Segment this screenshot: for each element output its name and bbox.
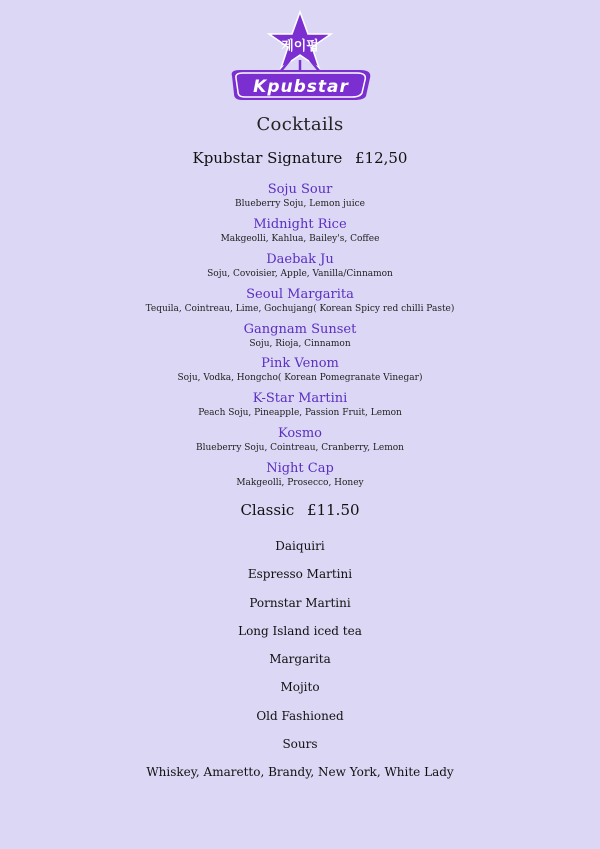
drink-ingredients: Peach Soju, Pineapple, Passion Fruit, Lemon — [198, 408, 402, 419]
drink-item — [0, 286, 600, 321]
classic-item: Margarita — [269, 652, 331, 667]
drink-ingredients: Makgeolli, Prosecco, Honey — [236, 478, 364, 489]
drink-item — [0, 460, 600, 495]
drink-ingredients: Soju, Rioja, Cinnamon — [249, 338, 351, 349]
drink-ingredients: Soju, Covoisier, Apple, Vanilla/Cinnamon — [207, 268, 393, 279]
drink-item — [0, 181, 600, 216]
classic-item: Long Island iced tea — [238, 623, 362, 638]
drink-name: Seoul Margarita — [246, 286, 354, 302]
signature-list — [0, 181, 600, 495]
drink-item — [0, 355, 600, 390]
classic-list — [0, 536, 600, 791]
drink-item — [0, 216, 600, 251]
drink-name: Kosmo — [277, 426, 322, 442]
signature-heading — [0, 149, 600, 167]
drink-ingredients: Tequila, Cointreau, Lime, Gochujang( Korean Spicy red chilli Paste) — [145, 303, 455, 314]
drink-name: K-Star Martini — [252, 391, 348, 407]
logo-brand-text: Kpubstar — [253, 77, 349, 97]
classic-label: Classic — [240, 501, 295, 519]
drink-item — [0, 425, 600, 460]
drink-name: Gangnam Sunset — [243, 321, 357, 337]
classic-item: Espresso Martini — [247, 567, 353, 582]
drink-name: Daebak Ju — [266, 251, 334, 267]
classic-item: Pornstar Martini — [249, 595, 351, 610]
classic-item: Sours — [282, 737, 318, 752]
signature-label: Kpubstar Signature — [192, 149, 343, 167]
drink-ingredients: Blueberry Soju, Lemon juice — [235, 199, 365, 209]
kpubstar-logo — [220, 10, 380, 102]
classic-price: £11.50 — [307, 501, 360, 519]
drink-ingredients: Blueberry Soju, Cointreau, Cranberry, Lemon — [196, 443, 404, 454]
page-title: Cocktails — [256, 114, 344, 135]
drink-ingredients: Makgeolli, Kahlua, Bailey's, Coffee — [220, 233, 380, 244]
drink-name: Soju Sour — [267, 182, 333, 197]
drink-item — [0, 390, 600, 425]
classic-heading — [0, 501, 600, 519]
classic-item: Whiskey, Amaretto, Brandy, New York, White Lady — [146, 765, 454, 780]
logo-hangul: 케이펍 — [281, 39, 319, 54]
classic-item: Old Fashioned — [256, 708, 344, 723]
drink-name: Night Cap — [266, 461, 334, 477]
drink-item — [0, 251, 600, 286]
signature-price: £12,50 — [354, 149, 408, 167]
drink-item — [0, 321, 600, 356]
drink-name: Midnight Rice — [253, 216, 347, 232]
drink-ingredients: Soju, Vodka, Hongcho( Korean Pomegranate Vinegar) — [177, 373, 423, 384]
classic-item: Mojito — [280, 680, 320, 695]
classic-item: Daiquiri — [275, 539, 325, 553]
drink-name: Pink Venom — [261, 356, 339, 372]
